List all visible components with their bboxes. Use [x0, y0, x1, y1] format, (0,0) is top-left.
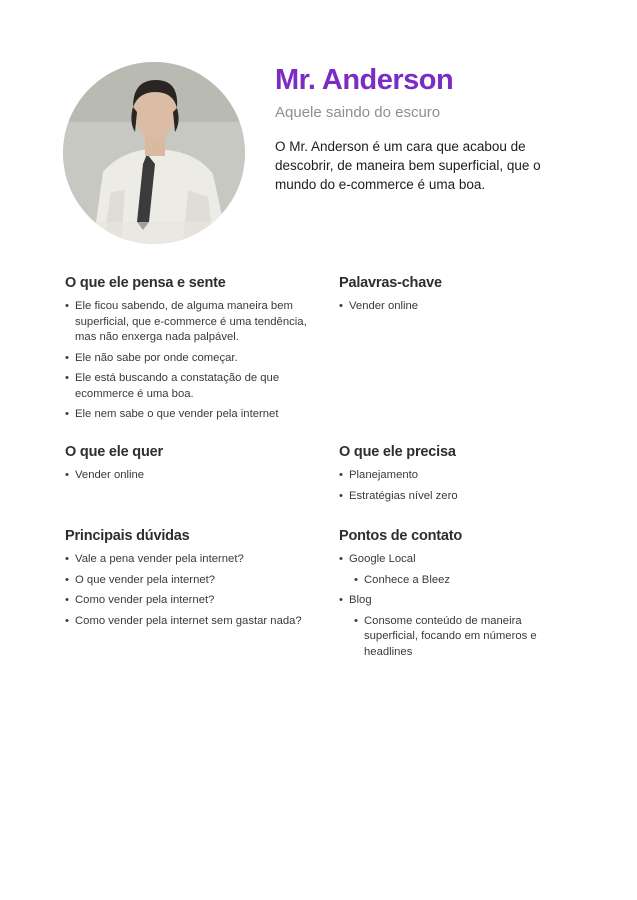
section-title: Pontos de contato — [339, 528, 463, 544]
bullet-list — [339, 468, 599, 504]
list-item: • O que vender pela internet? — [65, 573, 325, 589]
bullet-list — [65, 552, 325, 629]
list-item: • Vale a pena vender pela internet? — [65, 552, 325, 568]
person-portrait-icon — [63, 62, 245, 244]
bullet-list — [339, 552, 559, 660]
sub-list-item: • Consome conteúdo de maneira superficial, focando em números e headlines — [339, 614, 559, 661]
section-thinks-feels — [65, 274, 310, 428]
persona-subtitle: Aquele saindo do escuro — [275, 104, 441, 121]
section-needs — [339, 443, 599, 509]
persona-name: Mr. Anderson — [275, 64, 454, 96]
list-item: • Ele está buscando a constatação de que ecommerce é uma boa. — [65, 371, 310, 402]
section-wants — [65, 443, 325, 489]
list-item: • Ele ficou sabendo, de alguma maneira bem superficial, que e-commerce é uma tendência, mas não enxerga nada palpável. — [65, 299, 310, 346]
section-keywords — [339, 274, 599, 320]
list-item: • Ele não sabe por onde começar. — [65, 351, 310, 367]
section-title: Principais dúvidas — [65, 528, 190, 544]
sub-list-item: • Conhece a Bleez — [339, 573, 559, 589]
persona-photo — [63, 62, 245, 244]
persona-bio: O Mr. Anderson é um cara que acabou de descobrir, de maneira bem superficial, que o mundo do e-commerce é uma boa. — [275, 139, 541, 192]
section-main-doubts — [65, 527, 325, 634]
section-title: Palavras-chave — [339, 275, 442, 291]
section-title: O que ele precisa — [339, 444, 456, 460]
section-title: O que ele quer — [65, 444, 163, 460]
list-item: • Ele nem sabe o que vender pela internet — [65, 407, 310, 423]
list-item: • Como vender pela internet sem gastar nada? — [65, 614, 325, 630]
list-item: • Google Local — [339, 552, 559, 568]
list-item: • Blog — [339, 593, 559, 609]
list-item: • Planejamento — [339, 468, 599, 484]
bullet-list — [65, 468, 325, 484]
bullet-list — [65, 299, 310, 423]
bullet-list — [339, 299, 599, 315]
section-title: O que ele pensa e sente — [65, 275, 226, 291]
list-item: • Estratégias nível zero — [339, 489, 599, 505]
section-touchpoints — [339, 527, 559, 665]
list-item: • Vender online — [65, 468, 325, 484]
list-item: • Vender online — [339, 299, 599, 315]
list-item: • Como vender pela internet? — [65, 593, 325, 609]
